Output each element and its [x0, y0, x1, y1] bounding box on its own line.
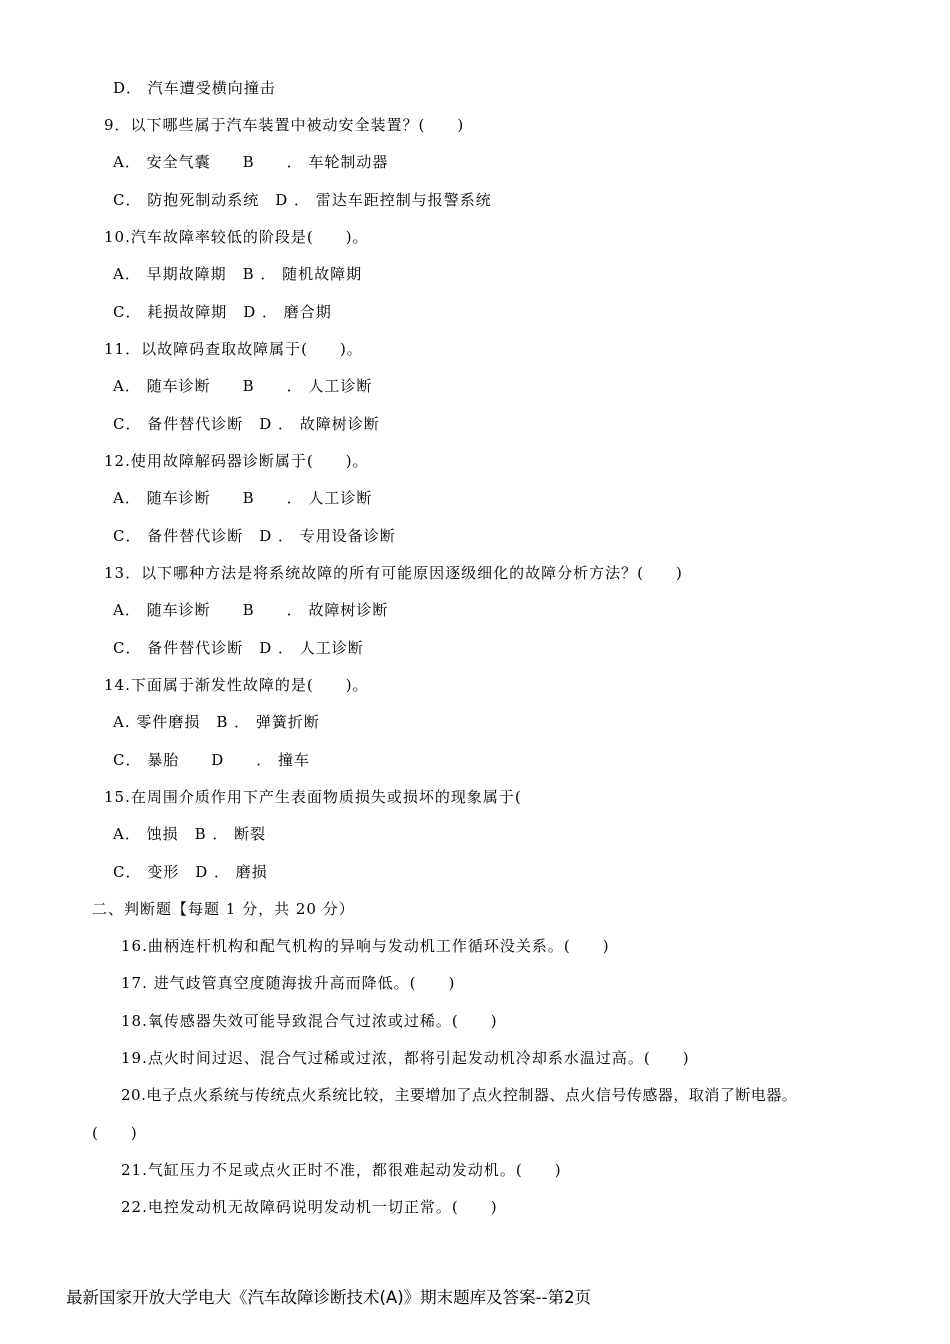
- question-15: 15.在周围介质作用下产生表面物质损失或损坏的现象属于(: [104, 788, 522, 806]
- question-11: 11．以故障码查取故障属于( )。: [104, 340, 363, 358]
- option-line-8d: D． 汽车遭受横向撞击: [113, 79, 276, 97]
- page-footer: 最新国家开放大学电大《汽车故障诊断技术(A)》期末题库及答案--第2页: [66, 1288, 592, 1307]
- question-10: 10.汽车故障率较低的阶段是( )。: [104, 228, 369, 246]
- option-line-10ab: A． 早期故障期 B ． 随机故障期: [113, 265, 363, 283]
- question-13: 13．以下哪种方法是将系统故障的所有可能原因逐级细化的故障分析方法？( ): [104, 564, 683, 582]
- question-20: 20.电子点火系统与传统点火系统比较，主要增加了点火控制器、点火信号传感器，取消了断电器。: [121, 1086, 798, 1104]
- option-line-15ab: A． 蚀损 B ． 断裂: [113, 825, 267, 843]
- option-line-12ab: A． 随车诊断 B ． 人工诊断: [113, 489, 373, 507]
- question-21: 21.气缸压力不足或点火正时不准，都很难起动发动机。( ): [121, 1161, 562, 1179]
- question-9: 9．以下哪些属于汽车装置中被动安全装置？( ): [104, 116, 465, 134]
- question-20-blank: ( ): [92, 1124, 138, 1142]
- option-line-9ab: A． 安全气囊 B ． 车轮制动器: [113, 153, 389, 171]
- option-line-15cd: C． 变形 D ． 磨损: [113, 863, 268, 881]
- section-heading-true-false: 二、判断题【每题 1 分，共 20 分）: [92, 900, 355, 918]
- question-16: 16.曲柄连杆机构和配气机构的异响与发动机工作循环没关系。( ): [121, 937, 610, 955]
- question-17: 17. 进气歧管真空度随海拔升高而降低。( ): [121, 974, 456, 992]
- option-line-11cd: C． 备件替代诊断 D ． 故障树诊断: [113, 415, 380, 433]
- option-line-10cd: C． 耗损故障期 D ． 磨合期: [113, 303, 332, 321]
- question-19: 19.点火时间过迟、混合气过稀或过浓，都将引起发动机冷却系水温过高。( ): [121, 1049, 690, 1067]
- option-line-13cd: C． 备件替代诊断 D ． 人工诊断: [113, 639, 364, 657]
- option-line-9cd: C． 防抱死制动系统 D ． 雷达车距控制与报警系统: [113, 191, 492, 209]
- option-line-14cd: C． 暴胎 D ． 撞车: [113, 751, 311, 769]
- question-18: 18.氧传感器失效可能导致混合气过浓或过稀。( ): [121, 1012, 498, 1030]
- option-line-13ab: A． 随车诊断 B ． 故障树诊断: [113, 601, 389, 619]
- question-14: 14.下面属于渐发性故障的是( )。: [104, 676, 369, 694]
- question-22: 22.电控发动机无故障码说明发动机一切正常。( ): [121, 1198, 498, 1216]
- option-line-11ab: A． 随车诊断 B ． 人工诊断: [113, 377, 373, 395]
- option-line-12cd: C． 备件替代诊断 D ． 专用设备诊断: [113, 527, 396, 545]
- option-line-14ab: A. 零件磨损 B ． 弹簧折断: [113, 713, 320, 731]
- question-12: 12.使用故障解码器诊断属于( )。: [104, 452, 369, 470]
